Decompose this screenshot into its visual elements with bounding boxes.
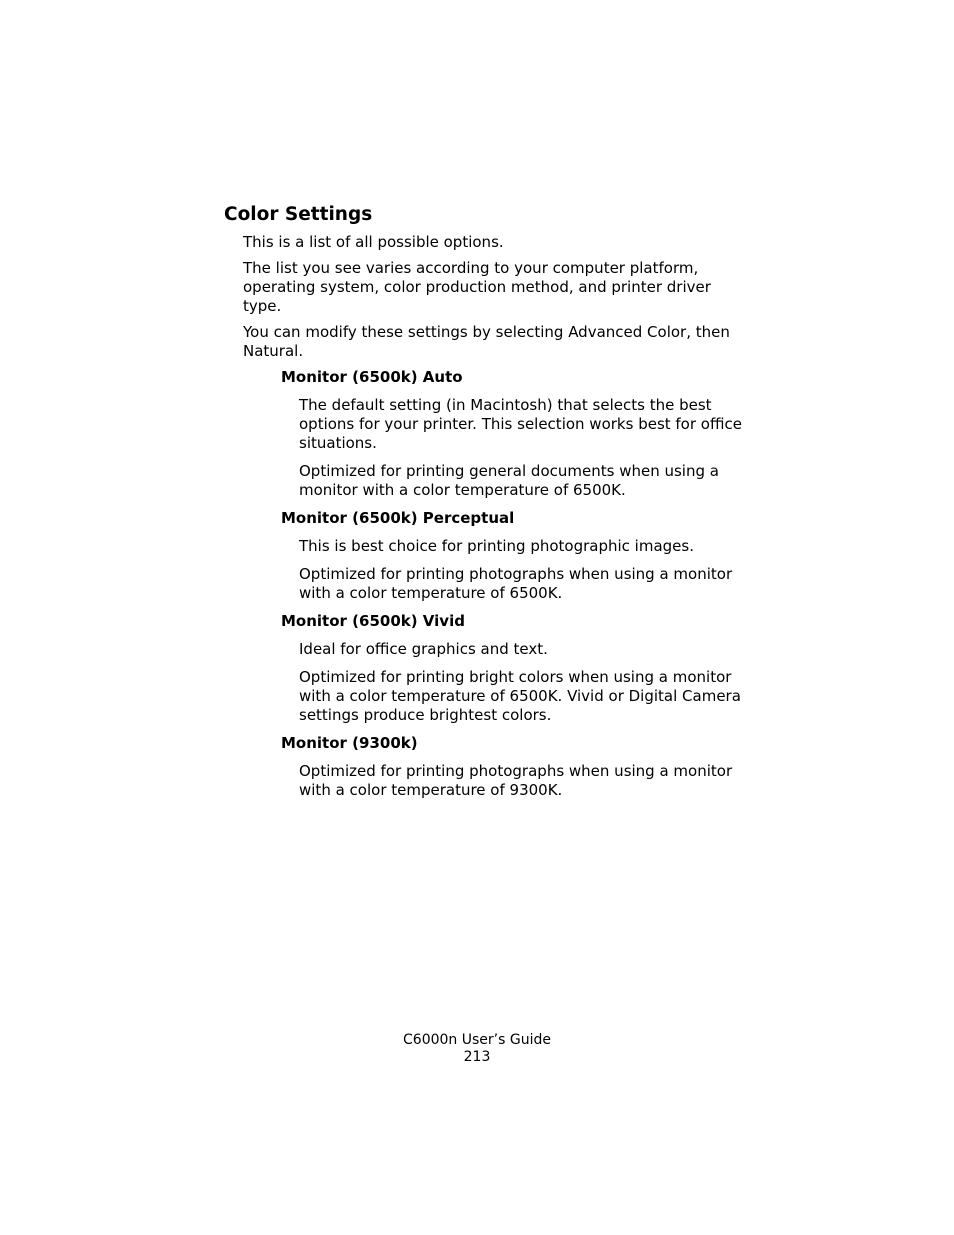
option-paragraph: Optimized for printing photographs when using a monitor with a color temperature of 9300K.	[299, 762, 733, 799]
option-monitor-6500k-auto	[281, 368, 751, 500]
footer-guide-title: C6000n User’s Guide	[403, 1032, 551, 1048]
option-title: Monitor (6500k) Auto	[281, 368, 463, 386]
option-paragraph: Optimized for printing general documents when using a monitor with a color temperature of 6500K.	[299, 462, 719, 499]
option-title: Monitor (6500k) Perceptual	[281, 509, 515, 527]
intro-paragraph: You can modify these settings by selecting Advanced Color, then Natural.	[243, 323, 730, 360]
option-monitor-6500k-vivid	[281, 612, 751, 725]
option-paragraph: This is best choice for printing photographic images.	[299, 537, 694, 555]
intro-paragraph: The list you see varies according to your computer platform, operating system, color production method, and printer driver type.	[243, 259, 711, 315]
option-paragraph: Optimized for printing bright colors when using a monitor with a color temperature of 6500K. Vivid or Digital Camera settings produce brightest colors.	[299, 668, 741, 724]
page-footer	[0, 1032, 954, 1066]
option-body	[299, 537, 751, 603]
option-monitor-9300k	[281, 734, 751, 800]
option-monitor-6500k-perceptual	[281, 509, 751, 603]
options-list	[281, 368, 751, 809]
option-paragraph: The default setting (in Macintosh) that selects the best options for your printer. This selection works best for office situations.	[299, 396, 742, 452]
footer-page-number: 213	[463, 1049, 491, 1065]
option-title: Monitor (9300k)	[281, 734, 418, 752]
option-body	[299, 762, 751, 800]
intro-paragraph: This is a list of all possible options.	[243, 233, 504, 251]
option-body	[299, 396, 751, 500]
section-heading: Color Settings	[224, 204, 373, 225]
option-paragraph: Optimized for printing photographs when using a monitor with a color temperature of 6500K.	[299, 565, 733, 602]
option-paragraph: Ideal for office graphics and text.	[299, 640, 548, 658]
intro-section	[243, 233, 743, 368]
option-body	[299, 640, 751, 725]
option-title: Monitor (6500k) Vivid	[281, 612, 465, 630]
